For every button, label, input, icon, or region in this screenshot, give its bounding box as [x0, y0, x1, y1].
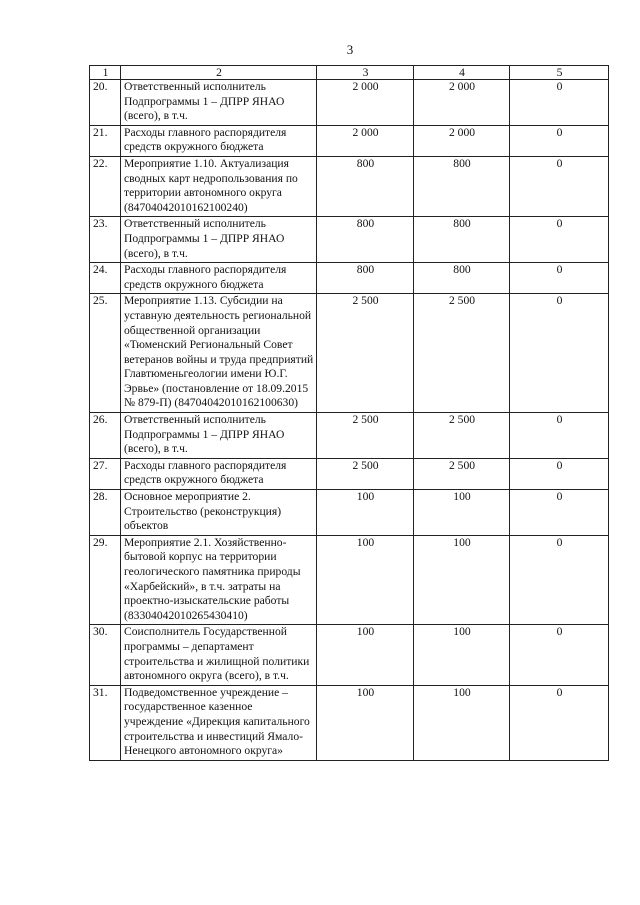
- page-number: 3: [346, 42, 354, 57]
- row-col4-cell: 2 500: [414, 413, 510, 459]
- row-col4-cell: 800: [414, 263, 510, 294]
- header-row: [90, 66, 609, 80]
- row-name-cell: Соисполнитель Государственной программы – департамент строительства и жилищной политики автономного округа (всего), в т.ч.: [121, 625, 317, 685]
- row-number-cell: 23.: [90, 217, 121, 263]
- row-name-cell: Расходы главного распорядителя средств окружного бюджета: [121, 263, 317, 294]
- row-col4-cell: 800: [414, 156, 510, 216]
- header-cell-1: 1: [90, 66, 121, 80]
- row-col4-cell: 100: [414, 685, 510, 760]
- row-name-cell: Мероприятие 1.10. Актуализация сводных карт недропользования по территории автономного округа (84704042010162100240): [121, 156, 317, 216]
- row-name-cell: Расходы главного распорядителя средств окружного бюджета: [121, 458, 317, 489]
- row-name-cell: Расходы главного распорядителя средств окружного бюджета: [121, 125, 317, 156]
- header-cell-3: 3: [317, 66, 414, 80]
- table-row: [90, 413, 609, 459]
- row-col3-cell: 800: [317, 156, 414, 216]
- table-row: [90, 535, 609, 625]
- row-number-cell: 27.: [90, 458, 121, 489]
- row-col4-cell: 2 000: [414, 80, 510, 126]
- header-cell-2: 2: [121, 66, 317, 80]
- row-col4-cell: 100: [414, 535, 510, 625]
- row-col4-cell: 2 500: [414, 458, 510, 489]
- row-name-cell: Мероприятие 1.13. Субсидии на уставную деятельность региональной общественной организации «Тюменский Региональный Совет ветеранов войны и труда предприятий Главтюменьгеологии имени Ю.Г. Эрвье» (постановление от 18.09.2015 № 879-П) (84704042010162100630): [121, 294, 317, 413]
- row-col5-cell: 0: [510, 625, 609, 685]
- header-cell-4: 4: [414, 66, 510, 80]
- row-col3-cell: 2 000: [317, 125, 414, 156]
- table-row: [90, 294, 609, 413]
- row-col3-cell: 100: [317, 625, 414, 685]
- row-col4-cell: 2 500: [414, 294, 510, 413]
- budget-table: [89, 65, 609, 761]
- row-col5-cell: 0: [510, 125, 609, 156]
- row-number-cell: 20.: [90, 80, 121, 126]
- row-number-cell: 22.: [90, 156, 121, 216]
- row-number-cell: 25.: [90, 294, 121, 413]
- row-col5-cell: 0: [510, 80, 609, 126]
- row-col3-cell: 2 500: [317, 294, 414, 413]
- row-col3-cell: 2 500: [317, 413, 414, 459]
- table-row: [90, 490, 609, 536]
- row-name-cell: Ответственный исполнитель Подпрограммы 1 – ДПРР ЯНАО (всего), в т.ч.: [121, 413, 317, 459]
- table-row: [90, 80, 609, 126]
- row-col3-cell: 100: [317, 490, 414, 536]
- row-col5-cell: 0: [510, 294, 609, 413]
- row-col5-cell: 0: [510, 535, 609, 625]
- row-col3-cell: 800: [317, 263, 414, 294]
- row-col3-cell: 100: [317, 535, 414, 625]
- row-col5-cell: 0: [510, 685, 609, 760]
- row-number-cell: 26.: [90, 413, 121, 459]
- row-col5-cell: 0: [510, 413, 609, 459]
- row-col5-cell: 0: [510, 263, 609, 294]
- row-name-cell: Мероприятие 2.1. Хозяйственно-бытовой корпус на территории геологического памятника природы «Харбейский», в т.ч. затраты на проектно-изыскательские работы (83304042010265430410): [121, 535, 317, 625]
- table-row: [90, 458, 609, 489]
- row-number-cell: 30.: [90, 625, 121, 685]
- table-row: [90, 263, 609, 294]
- row-name-cell: Ответственный исполнитель Подпрограммы 1 – ДПРР ЯНАО (всего), в т.ч.: [121, 80, 317, 126]
- row-number-cell: 28.: [90, 490, 121, 536]
- row-number-cell: 29.: [90, 535, 121, 625]
- row-number-cell: 31.: [90, 685, 121, 760]
- row-col5-cell: 0: [510, 156, 609, 216]
- row-name-cell: Подведомственное учреждение – государственное казенное учреждение «Дирекция капитального строительства и инвестиций Ямало-Ненецкого автономного округа»: [121, 685, 317, 760]
- table-row: [90, 625, 609, 685]
- table-row: [90, 685, 609, 760]
- row-col3-cell: 2 000: [317, 80, 414, 126]
- row-col5-cell: 0: [510, 458, 609, 489]
- row-number-cell: 24.: [90, 263, 121, 294]
- row-number-cell: 21.: [90, 125, 121, 156]
- row-col5-cell: 0: [510, 217, 609, 263]
- row-col3-cell: 100: [317, 685, 414, 760]
- row-col3-cell: 800: [317, 217, 414, 263]
- row-col4-cell: 100: [414, 625, 510, 685]
- row-name-cell: Ответственный исполнитель Подпрограммы 1 – ДПРР ЯНАО (всего), в т.ч.: [121, 217, 317, 263]
- row-col3-cell: 2 500: [317, 458, 414, 489]
- table-row: [90, 156, 609, 216]
- row-col4-cell: 100: [414, 490, 510, 536]
- row-col5-cell: 0: [510, 490, 609, 536]
- row-col4-cell: 800: [414, 217, 510, 263]
- header-cell-5: 5: [510, 66, 609, 80]
- table-row: [90, 125, 609, 156]
- table-row: [90, 217, 609, 263]
- row-name-cell: Основное мероприятие 2. Строительство (реконструкция) объектов: [121, 490, 317, 536]
- row-col4-cell: 2 000: [414, 125, 510, 156]
